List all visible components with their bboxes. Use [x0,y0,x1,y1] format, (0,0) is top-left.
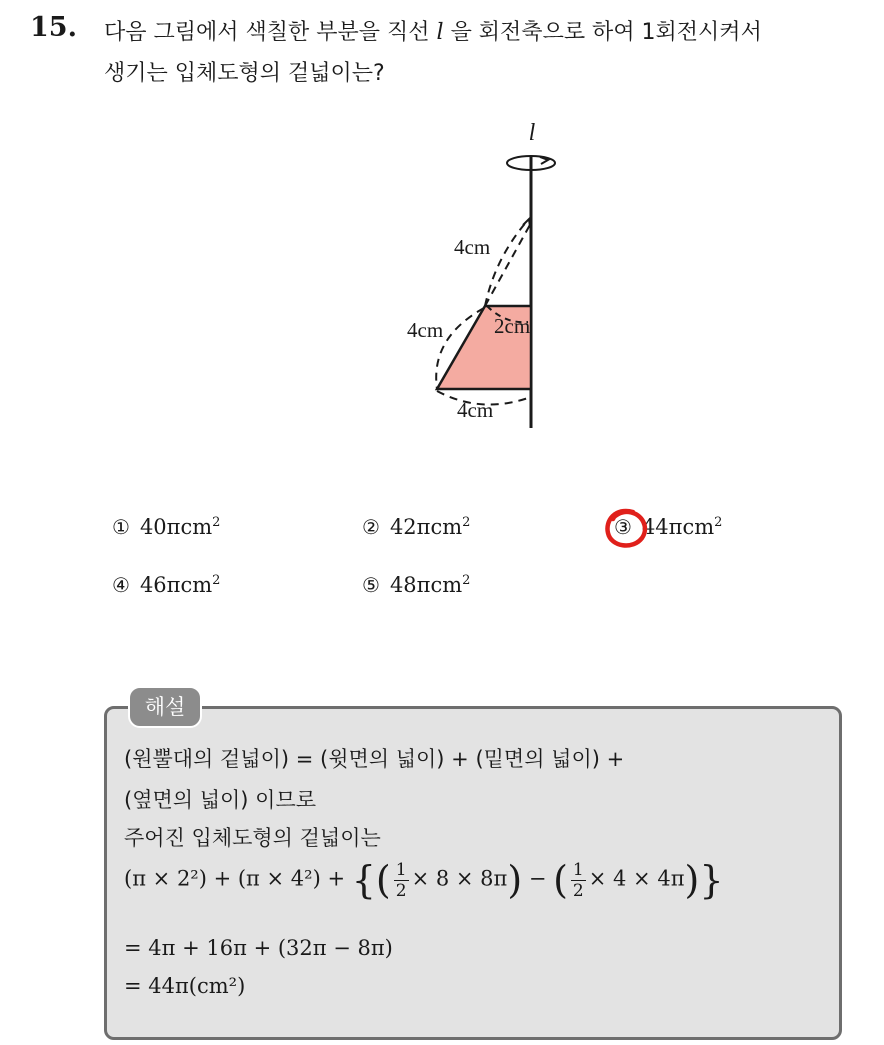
choice-value: 46π [139,573,181,597]
choice-1[interactable] [112,515,220,539]
axis-variable: l [436,20,444,45]
solution-line5: = 4π + 16π + (32π − 8π) [124,936,393,960]
fraction-half: $\frac{1}{2}$ [395,859,407,901]
choice-unit: cm [430,573,463,597]
label-bottom-side: 4cm [457,398,494,422]
question-text-pre: 다음 그림에서 색칠한 부분을 직선 [104,20,430,45]
solution-expression: (π × 2²) + (π × 4²) + {( $\frac{1}{2}$ × 8 × 8π) − ( $\frac{1}{2}$ × 4 × 4π)} [124,858,724,902]
choice-5[interactable] [362,573,470,597]
choice-2[interactable] [362,515,470,539]
choice-exponent: 2 [462,515,471,530]
question-text-line1 [104,15,762,46]
dashed-extension [485,223,531,306]
choice-number: ③ [614,515,632,539]
rotation-figure [380,108,600,448]
solution-line6: = 44π(cm²) [124,974,246,998]
choice-number: ⑤ [362,573,380,597]
question-number: 15. [30,12,77,43]
expr-part-c: × 4 × 4π [588,866,685,891]
choice-4[interactable] [112,573,220,597]
choice-value: 40π [139,515,181,539]
solution-line3: 주어진 입체도형의 겉넓이는 [124,826,381,850]
solution-tag: 해설 [128,686,202,728]
label-slant-extension: 4cm [454,235,491,259]
choice-unit: cm [430,515,463,539]
choice-exponent: 2 [714,515,723,530]
solution-line1: (원뿔대의 겉넓이) = (윗면의 넓이) + (밑면의 넓이) + [124,747,625,771]
choice-value: 42π [389,515,431,539]
choice-number: ① [112,515,130,539]
choice-value: 44π [641,515,683,539]
expr-part-b: × 8 × 8π [411,866,508,891]
choice-unit: cm [180,573,213,597]
axis-label: l [528,120,536,146]
question-text-line2: 생기는 입체도형의 겉넓이는? [104,61,385,86]
choice-value: 48π [389,573,431,597]
choice-unit: cm [180,515,213,539]
choice-exponent: 2 [212,515,221,530]
expr-part-a: (π × 2²) + (π × 4²) + [124,866,352,891]
choice-exponent: 2 [462,573,471,588]
choice-number: ④ [112,573,130,597]
label-slant-side: 4cm [407,318,444,342]
answer-circle-mark [603,507,649,551]
choice-unit: cm [682,515,715,539]
fraction-half: $\frac{1}{2}$ [572,859,584,901]
label-top-side: 2cm [494,314,531,338]
choice-number: ② [362,515,380,539]
question-text-post: 을 회전축으로 하여 1회전시켜서 [450,20,762,45]
choice-exponent: 2 [212,573,221,588]
solution-line2: (옆면의 넓이) 이므로 [124,788,317,812]
